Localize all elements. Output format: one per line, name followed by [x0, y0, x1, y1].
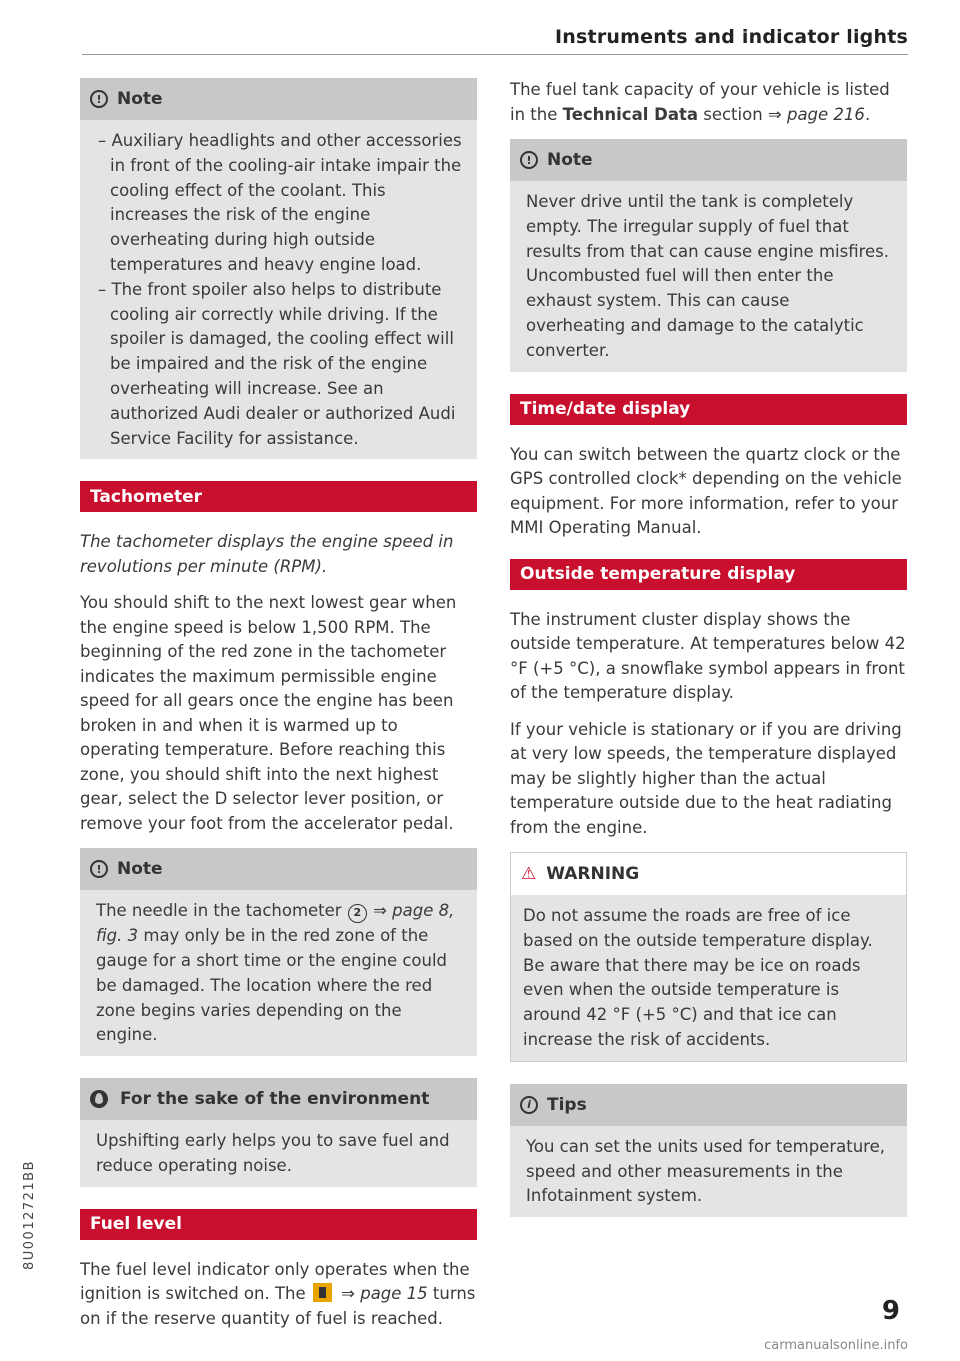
environment-header: [80, 1078, 477, 1120]
warning-box: [510, 852, 907, 1062]
exclamation-icon: !: [90, 90, 108, 108]
info-icon: i: [520, 1096, 538, 1114]
note-title: Note: [117, 89, 163, 109]
time-date-body: You can switch between the quartz clock or the GPS controlled clock* depending on the vehicle equipment. For more information, refer to your MMI Operating Manual.: [510, 444, 902, 538]
left-column: [80, 78, 477, 1343]
note-text: The needle in the tachometer: [96, 901, 347, 921]
note-body: Never drive until the tank is completely empty. The irregular supply of fuel that results from that can cause engine misfires. Uncombusted fuel will then enter the exhaust system. This can cause overheating and damage to the catalytic converter.: [510, 181, 907, 372]
page-reference-link[interactable]: ⇒ page 15: [335, 1284, 428, 1304]
section-heading-time-date: Time/date display: [510, 394, 907, 425]
footer-watermark: carmanualsonline.info: [764, 1338, 908, 1353]
tips-body: You can set the units used for temperature, speed and other measurements in the Infotainment system.: [510, 1126, 907, 1217]
environment-title: For the sake of the environment: [120, 1089, 430, 1110]
warning-header: [511, 853, 906, 895]
running-header: Instruments and indicator lights: [555, 26, 908, 48]
tips-title: Tips: [547, 1094, 587, 1115]
note-box-tachometer: [80, 848, 477, 1056]
section-heading-tachometer: Tachometer: [80, 481, 477, 512]
outside-temp-p1: The instrument cluster display shows the outside temperature. At temperatures below 42 °F (+5 °C), a snowflake symbol appears in front of the temperature display.: [510, 609, 906, 703]
note-title: Note: [117, 859, 163, 880]
page-reference-link[interactable]: ⇒ page 216: [767, 104, 865, 124]
right-column: [510, 78, 907, 1239]
note-body: [80, 890, 477, 1056]
environment-leaf-icon: [90, 1090, 108, 1108]
exclamation-icon: !: [520, 151, 538, 169]
note-header: [80, 848, 477, 890]
section-heading-fuel-level: Fuel level: [80, 1209, 477, 1240]
tips-header: [510, 1084, 907, 1126]
technical-data-label: Technical Data: [562, 104, 698, 124]
fuel-capacity-text: The fuel tank capacity of your vehicle is listed in the Technical Data section ⇒ page 216.: [510, 80, 890, 124]
environment-box: [80, 1078, 477, 1187]
note-header: [510, 139, 907, 181]
environment-body: Upshifting early helps you to save fuel and reduce operating noise.: [80, 1120, 477, 1187]
note-title: Note: [547, 150, 593, 170]
section-heading-outside-temp: Outside temperature display: [510, 559, 907, 590]
fuel-pump-icon: [313, 1283, 332, 1302]
tachometer-body: You should shift to the next lowest gear when the engine speed is below 1,500 RPM. The beginning of the red zone in the tachometer indicates the maximum permissible engine speed for all gears once the engine has been broken in and when it is warmed up to operating temperature. Before reaching this zone, you should shift into the next highest gear, select the D selector lever position, or remove your foot from the accelerator pedal.: [80, 593, 457, 833]
tachometer-intro: The tachometer displays the engine speed in revolutions per minute (RPM).: [80, 532, 454, 576]
callout-number-icon: 2: [348, 904, 367, 923]
header-rule: [82, 54, 908, 55]
page-reference-link[interactable]: ⇒ page 8, fig. 3: [96, 901, 455, 946]
note-text: may only be in the red zone of the gauge for a short time or the engine could be damaged. The location where the red zone begins varies depending on the engine.: [96, 926, 448, 1045]
note-box-fuel: [510, 139, 907, 372]
warning-body: Do not assume the roads are free of ice based on the outside temperature display. Be aware that there may be ice on roads even when the outside temperature is around 42 °F (+5 °C) and that ice can increase the risk of accidents.: [511, 895, 906, 1061]
note-item: – The front spoiler also helps to distribute cooling air correctly while driving. If the spoiler is damaged, the cooling effect will be impaired and the risk of the engine overheating will increase. See an authorized Audi dealer or authorized Audi Service Facility for assistance.: [96, 278, 463, 452]
outside-temp-p2: If your vehicle is stationary or if you are driving at very low speeds, the temperature displayed may be slightly higher than the actual temperature outside due to the heat radiating from the engine.: [510, 719, 902, 837]
note-box-cooling: [80, 78, 477, 459]
tips-box: [510, 1084, 907, 1217]
note-item: – Auxiliary headlights and other accessories in front of the cooling-air intake impair the cooling effect of the coolant. This increases the risk of the engine overheating during high outside temperatures and heavy engine load.: [96, 129, 463, 278]
note-header: [80, 78, 477, 120]
warning-triangle-icon: ⚠: [521, 864, 537, 885]
document-code: 8U0012721BB: [22, 1159, 37, 1270]
note-body: [80, 120, 477, 459]
exclamation-icon: !: [90, 860, 108, 878]
page-number: 9: [881, 1296, 900, 1326]
warning-title: WARNING: [546, 864, 640, 885]
fuel-level-body: The fuel level indicator only operates when the ignition is switched on. The ⇒ page 15 turns on if the reserve quantity of fuel is reached.: [80, 1259, 476, 1328]
